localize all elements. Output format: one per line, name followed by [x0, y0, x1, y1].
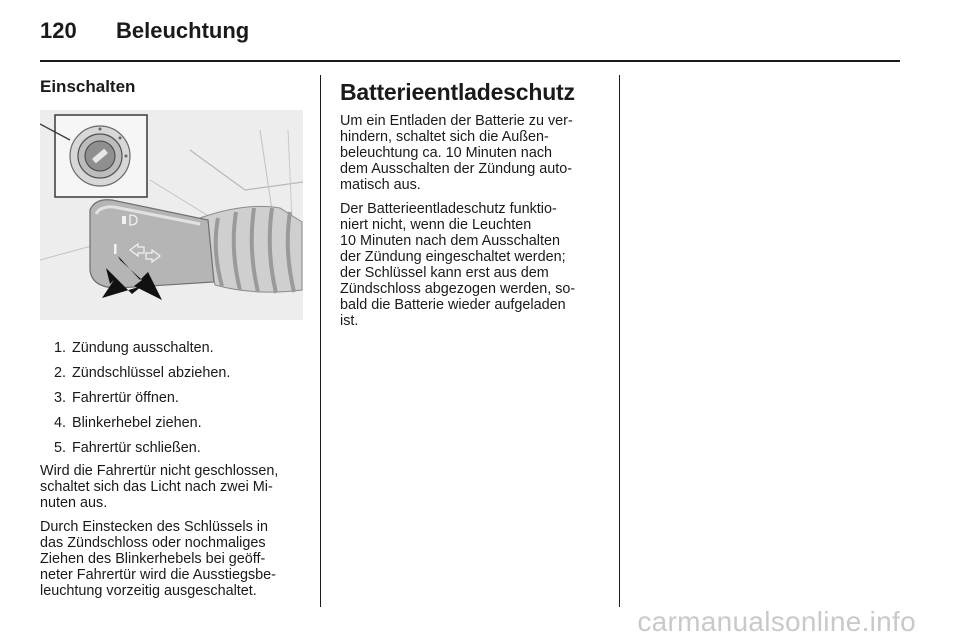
step-number: 1. [53, 340, 66, 356]
list-item [40, 365, 305, 381]
step-list [40, 340, 305, 456]
paragraph-early-off: Durch Einstecken des Schlüssels in das Zündschloss oder nochmaliges Ziehen des Blinkerhebels bei geöff- neter Fahrertür wird die Ausstiegsbe- leuchtung vorzeitig ausgeschaltet. [40, 519, 276, 599]
list-item [40, 390, 305, 406]
section-heading-einschalten: Einschalten [40, 77, 136, 96]
middle-column [340, 78, 605, 337]
step-number: 4. [53, 415, 66, 431]
header-rule [40, 60, 900, 62]
step-text: Fahrertür schließen. [72, 440, 201, 456]
step-text: Zündung ausschalten. [72, 340, 214, 356]
chapter-title: Beleuchtung [116, 18, 250, 43]
stalk-illustration [40, 110, 303, 320]
column-divider-left [320, 75, 321, 607]
step-number: 2. [53, 365, 66, 381]
paragraph-battery-protection: Um ein Entladen der Batterie zu ver- hindern, schaltet sich die Außen- beleuchtung ca. 10 Minuten nach dem Ausschalten der Zündung auto- matisch aus. [340, 113, 573, 193]
step-number: 3. [53, 390, 66, 406]
page-number: 120 [40, 18, 77, 43]
paragraph-auto-off: Wird die Fahrertür nicht geschlossen, schaltet sich das Licht nach zwei Mi- nuten aus. [40, 463, 279, 511]
list-item [40, 415, 305, 431]
left-column [40, 76, 305, 607]
list-item [40, 440, 305, 456]
paragraph-battery-protection-exception: Der Batterieentladeschutz funktio- niert nicht, wenn die Leuchten 10 Minuten nach dem Ausschalten der Zündung eingeschaltet werden; der Schlüssel kann erst aus dem Zündschloss abgezogen werden, so- bald die Batterie wieder aufgeladen ist. [340, 201, 576, 329]
step-text: Blinkerhebel ziehen. [72, 415, 202, 431]
watermark: carmanualsonline.info [637, 606, 916, 637]
step-text: Zündschlüssel abziehen. [72, 365, 231, 381]
section-heading-batterieentladeschutz: Batterieentladeschutz [340, 79, 575, 105]
step-text: Fahrertür öffnen. [72, 390, 179, 406]
list-item [40, 340, 305, 356]
step-number: 5. [53, 440, 66, 456]
column-divider-right [619, 75, 620, 607]
